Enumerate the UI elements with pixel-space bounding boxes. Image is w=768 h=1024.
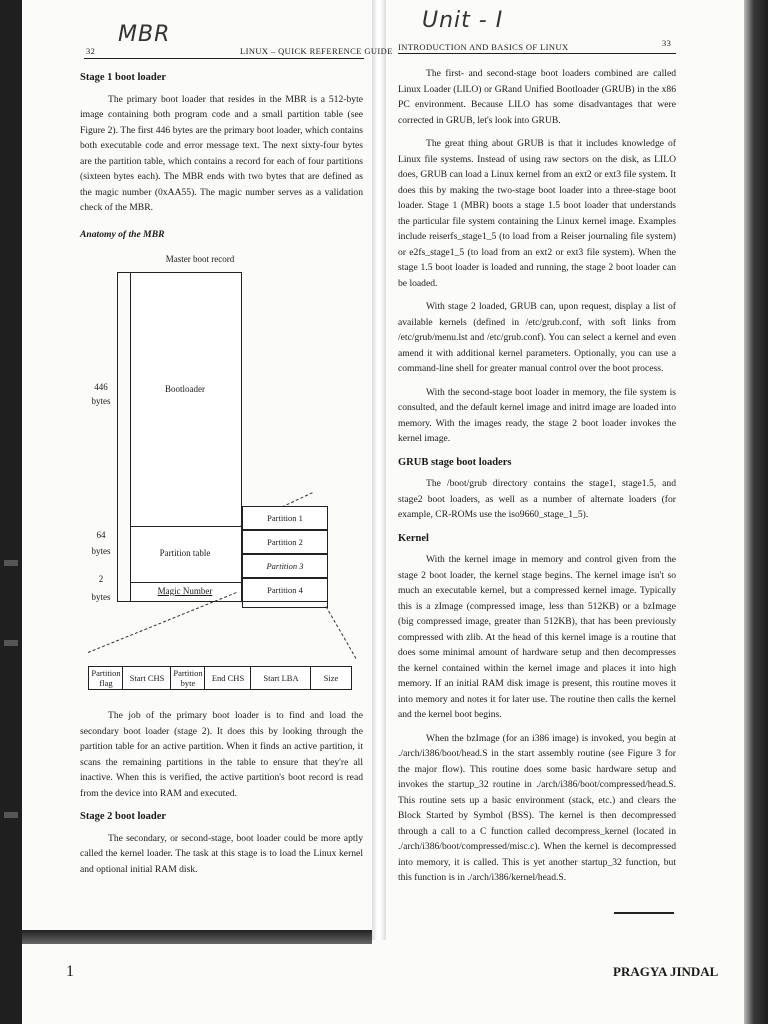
- left-column-top: [80, 70, 363, 216]
- bytes-2-unit: bytes: [91, 592, 111, 602]
- left-column-bottom: [80, 708, 363, 877]
- field-start-lba: Start LBA: [250, 666, 312, 690]
- field-size: Size: [310, 666, 352, 690]
- left-running-head: LINUX – QUICK REFERENCE GUIDE: [240, 46, 393, 56]
- grub-heading: GRUB stage boot loaders: [398, 456, 512, 468]
- scan-edge-right: [744, 0, 768, 1024]
- kernel-paragraph-2: When the bzImage (for an i386 image) is invoked, you begin at ./arch/i386/boot/head.S in the start assembly routine (see Figure 3 for the major flow). This routine does some basic hardware setup and invokes the startup_32 routine in ./arch/i386/boot/compressed/head.S. This routine sets up a basic environment (stack, etc.) and clears the Block Started by Symbol (BSS). The kernel is then decompressed through a call to a C function called decompress_kernel (located in ./arch/i386/boot/compressed/misc.c). When the kernel is decompressed into memory, it is called. This is yet another startup_32 function, but this function is in ./arch/i386/kernel/head.S.: [398, 732, 676, 883]
- kernel-heading: Kernel: [398, 532, 429, 544]
- bytes-446-unit: bytes: [91, 396, 111, 406]
- field-partition-flag: Partition flag: [88, 666, 124, 690]
- footer-author: PRAGYA JINDAL: [613, 964, 719, 979]
- bytes-64-unit: bytes: [91, 546, 111, 556]
- right-page-number: 33: [662, 38, 672, 48]
- field-partition-byte: Partition byte: [170, 666, 206, 690]
- scan-edge-bottom: [22, 930, 372, 944]
- left-header-rule: [84, 58, 364, 59]
- partition-2: Partition 2: [242, 530, 328, 554]
- right-para-4: With the second-stage boot loader in memory, the file system is consulted, and the default kernel image and initrd image are loaded into memory. With the images ready, the stage 2 boot loader invokes the kernel image.: [398, 386, 676, 444]
- figure-caption: Anatomy of the MBR: [80, 229, 165, 240]
- handwritten-note-right: Unit - I: [422, 8, 504, 33]
- grub-paragraph: The /boot/grub directory contains the stage1, stage1.5, and stage2 boot loaders, as well as a number of alternate loaders (for example, CR-ROMs use the iso9660_stage_1_5).: [398, 478, 676, 520]
- page-gutter: [372, 0, 386, 940]
- partition-4: Partition 4: [242, 578, 328, 602]
- right-running-head: INTRODUCTION AND BASICS OF LINUX: [398, 42, 569, 52]
- after-diagram-paragraph: The job of the primary boot loader is to find and load the secondary boot loader (stage 2). It does this by looking through the partition table for an active partition. When it finds an active partition, it scans the remaining partitions in the table to ensure that they're all inactive. When this is verified, the active partition's boot record is read from the device into RAM and executed.: [80, 710, 363, 799]
- right-header-rule: [398, 53, 676, 54]
- right-para-1: The first- and second-stage boot loaders combined are called Linux Loader (LILO) or GRand Unified Bootloader (GRUB) in the x86 PC environment. Because LILO has some disadvantages that were corrected in GRUB, let's look into GRUB.: [398, 68, 676, 126]
- bytes-64: 64: [96, 530, 106, 540]
- partition-table-label: Partition table: [159, 548, 211, 558]
- stage1-heading: Stage 1 boot loader: [80, 72, 167, 83]
- stage2-heading: Stage 2 boot loader: [80, 811, 167, 822]
- mbr-diagram: [80, 228, 372, 698]
- magic-number-label: Magic Number: [157, 586, 213, 596]
- bootloader-region: [130, 272, 242, 528]
- kernel-paragraph-1: With the kernel image in memory and control given from the stage 2 boot loader, the kernel stage begins. The kernel image isn't so much an executable kernel, but a compressed kernel image. Typically this is a zImage (compressed image, less than 512KB) or a bzImage (big compressed image, greater than 512KB), that has been previously compressed with zlib. At the head of this kernel image is a routine that does some minimal amount of hardware setup and then decompresses the kernel contained within the kernel image and places it into high memory. If an initial RAM disk image is present, this routine moves it into memory and notes it for later use. The routine then calls the kernel and the kernel boot begins.: [398, 554, 676, 720]
- handwritten-note-left: MBR: [118, 22, 171, 47]
- partition-1: Partition 1: [242, 506, 328, 530]
- size-bracket: [117, 272, 118, 602]
- bytes-2: 2: [98, 574, 104, 584]
- signature-stroke: [614, 912, 674, 914]
- partition-3: Partition 3: [242, 554, 328, 578]
- scan-edge-left: [0, 0, 22, 1024]
- left-page-number: 32: [86, 46, 96, 56]
- field-end-chs: End CHS: [204, 666, 252, 690]
- mbr-title: Master boot record: [165, 254, 235, 264]
- footer-page-marker: 1: [66, 963, 74, 980]
- right-para-3: With stage 2 loaded, GRUB can, upon request, display a list of available kernels (defined in /etc/grub.conf, with soft links from /etc/grub/menu.lst and /etc/grub.conf). You can select a kernel and even amend it with additional kernel parameters. Optionally, you can use a command-line shell for greater manual control over the boot process.: [398, 301, 676, 374]
- stage1-paragraph: The primary boot loader that resides in the MBR is a 512-byte image containing both program code and a small partition table (see Figure 2). The first 446 bytes are the primary boot loader, which contains both executable code and error message text. The next sixty-four bytes are the partition table, which contains a record for each of four partitions (sixteen bytes each). The MBR ends with two bytes that are defined as the magic number (0xAA55). The magic number serves as a validation check of the MBR.: [80, 93, 363, 213]
- right-para-2: The great thing about GRUB is that it includes knowledge of Linux file systems. Instead of using raw sectors on the disk, as LILO does, GRUB can load a Linux kernel from an ext2 or ext3 file system. It does this by making the two-stage boot loader into a three-stage boot loader. Stage 1 (MBR) boots a stage 1.5 boot loader that understands the particular file system containing the Linux kernel image. Examples include reiserfs_stage1_5 (to load from a Reiser journaling file system) or e2fs_stage1_5 (to load from an ext2 or ext3 file system). When the stage 1.5 boot loader is loaded and running, the stage 2 boot loader can be loaded.: [398, 138, 676, 289]
- bytes-446: 446: [94, 382, 108, 392]
- bootloader-label: Bootloader: [165, 384, 205, 394]
- field-start-chs: Start CHS: [122, 666, 172, 690]
- right-column: [398, 66, 676, 886]
- stage2-paragraph: The secondary, or second-stage, boot loader could be more aptly called the kernel loader. The task at this stage is to load the Linux kernel and optional initial RAM disk.: [80, 832, 363, 875]
